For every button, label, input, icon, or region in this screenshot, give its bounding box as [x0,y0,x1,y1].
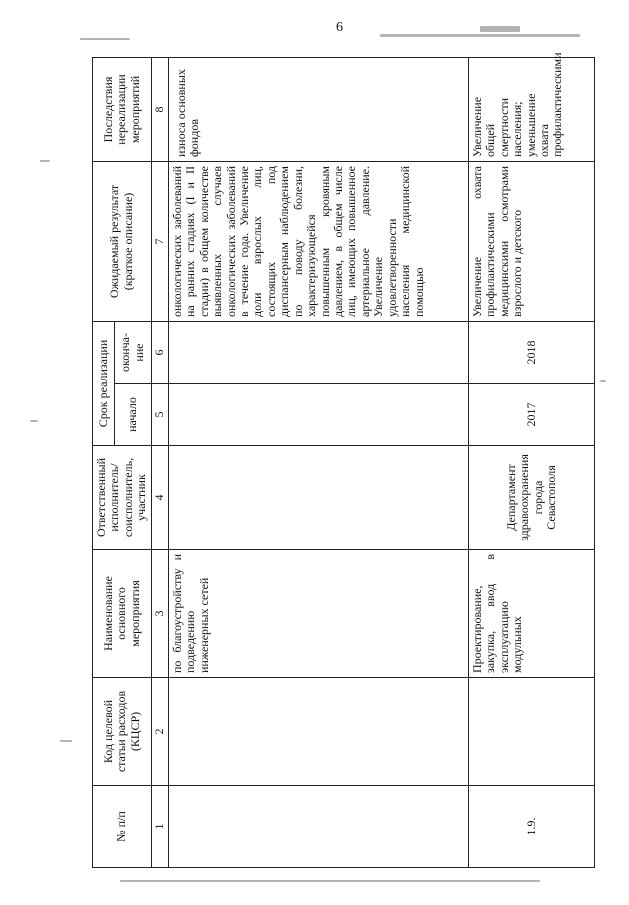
cell-executor [168,446,468,550]
scan-noise [60,740,72,742]
scan-noise [40,160,50,162]
cell-end [168,321,468,383]
column-number: 2 [151,678,168,786]
header-num: № п/п [93,786,152,868]
cell-name: по благоустройству и подведению инженерных сетей [168,550,468,678]
column-number: 3 [151,550,168,678]
column-number: 5 [151,384,168,446]
column-number: 1 [151,786,168,868]
column-number: 8 [151,57,168,161]
header-executor: Ответственный исполнитель/ соисполнитель, участник [93,446,152,550]
cell-result: онкологических заболеваний на ранних стадиях (I и II стадии) в общем количестве выявленных случаев онкологических заболеваний в течение года. Увеличение доли взрослых лиц, состоящих под диспансерным наблюдением по поводу болезни, характеризующейся повышенным кровяным давлением, в общем числе лиц, имеющих повышенное артериальное давление. Увеличение удовлетворенности населения медицинской помощью [168,161,468,321]
scan-noise [80,38,130,40]
header-name: Наименование основного мероприятия [93,550,152,678]
page-number: 6 [336,20,343,35]
cell-name: Проектирование, закупка, ввод в эксплуатацию модульных [468,550,595,678]
header-start: начало [114,384,151,446]
column-number: 4 [151,446,168,550]
cell-end: 2018 [468,321,595,383]
cell-consequence: износа основных фондов [168,57,468,161]
cell-result: Увеличение охвата профилактическими медицинскими осмотрами взрослого и детского [468,161,595,321]
cell-code [168,678,468,786]
scan-noise [480,26,520,32]
scan-noise [380,34,580,37]
cell-executor: Департамент здравоохранения города Севастополя [468,446,595,550]
header-end: оконча-ние [114,321,151,383]
scan-noise [120,880,540,882]
rotated-table-wrapper [92,52,587,868]
column-numbers-row [151,57,168,867]
cell-consequence: Увеличение общей смертности населения; уменьшение охвата профилактическими [468,57,595,161]
table-row [168,57,468,867]
table-row [468,57,595,867]
column-number: 7 [151,161,168,321]
header-result: Ожидаемый результат (краткое описание) [93,161,152,321]
header-consequence: Последствия нереализации мероприятий [93,57,152,161]
header-code: Код целевой статьи расходов (КЦСР) [93,678,152,786]
header-period: Срок реализации [93,321,115,445]
cell-code [468,678,595,786]
cell-num: 1.9. [468,786,595,868]
scan-noise [600,380,606,382]
scan-noise [30,420,38,422]
cell-start: 2017 [468,384,595,446]
events-table [92,52,595,868]
cell-num [168,786,468,868]
header-row [93,57,115,867]
cell-start [168,384,468,446]
column-number: 6 [151,321,168,383]
